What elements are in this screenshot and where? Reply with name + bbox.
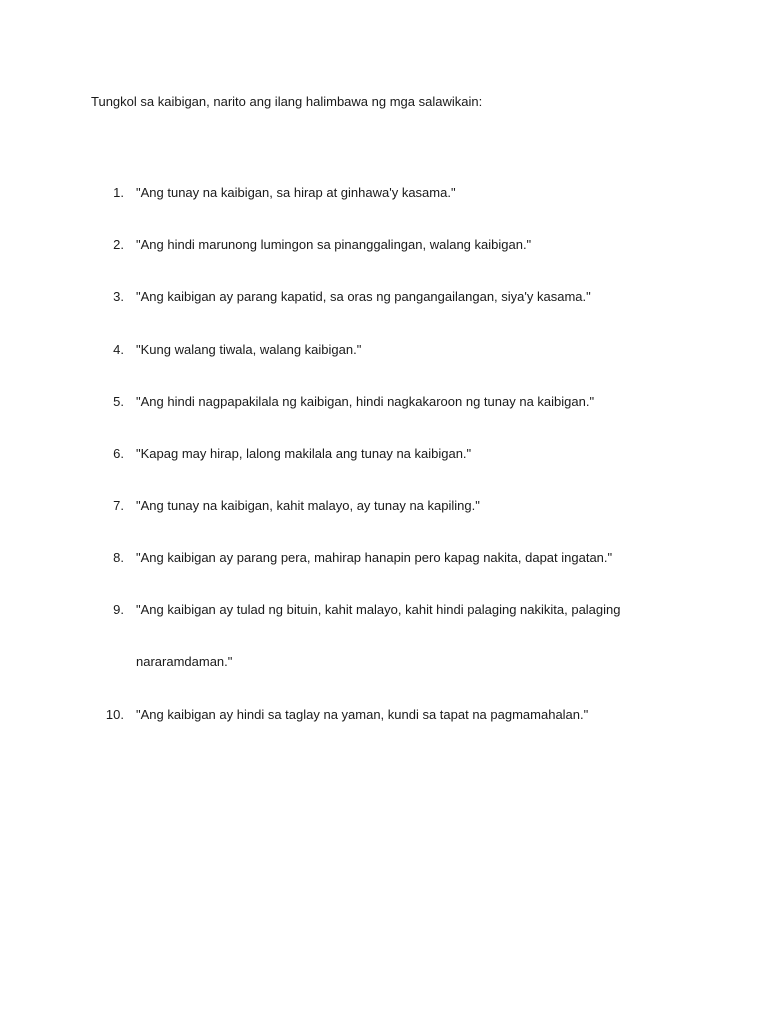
list-item-line: "Ang hindi nagpapakilala ng kaibigan, hindi nagkakaroon ng tunay na kaibigan."	[136, 394, 595, 409]
list-item-number: 9.	[113, 602, 124, 617]
list-item-number: 6.	[113, 446, 124, 461]
list-item-line: "Ang kaibigan ay hindi sa taglay na yaman, kundi sa tapat na pagmamahalan."	[136, 707, 589, 722]
list-item-text	[136, 549, 636, 567]
list-item-number: 5.	[113, 394, 124, 409]
list-item-line: nararamdaman."	[136, 654, 233, 669]
list-item-line: "Ang kaibigan ay tulad ng bituin, kahit malayo, kahit hindi palaging nakikita, palaging	[136, 602, 621, 617]
intro-text: Tungkol sa kaibigan, narito ang ilang halimbawa ng mga salawikain:	[91, 94, 483, 109]
list-item-line: "Ang hindi marunong lumingon sa pinanggalingan, walang kaibigan."	[136, 237, 532, 252]
list-item-line: "Ang tunay na kaibigan, sa hirap at ginhawa'y kasama."	[136, 185, 456, 200]
list-item-line: "Ang kaibigan ay parang kapatid, sa oras ng pangangailangan, siya'y kasama."	[136, 289, 591, 304]
list-item-number: 3.	[113, 289, 124, 304]
list-item-text	[136, 341, 636, 359]
list-item-line: "Kung walang tiwala, walang kaibigan."	[136, 342, 362, 357]
list-item-line: "Ang tunay na kaibigan, kahit malayo, ay tunay na kapiling."	[136, 498, 480, 513]
list-item-text	[136, 393, 636, 411]
list-item-text	[136, 497, 636, 515]
list-item-number: 10.	[105, 707, 124, 722]
list-item-number: 2.	[113, 237, 124, 252]
list-item-text	[136, 706, 636, 724]
list-item-text	[136, 601, 636, 671]
list-item-text	[136, 445, 636, 463]
list-item-number: 4.	[113, 342, 124, 357]
list-item-number: 8.	[113, 550, 124, 565]
list-item-line: "Kapag may hirap, lalong makilala ang tunay na kaibigan."	[136, 446, 472, 461]
list-item-number: 7.	[113, 498, 124, 513]
list-item-text	[136, 184, 636, 202]
list-item-line: "Ang kaibigan ay parang pera, mahirap hanapin pero kapag nakita, dapat ingatan."	[136, 550, 613, 565]
list-item-text	[136, 288, 636, 306]
list-item-number: 1.	[113, 185, 124, 200]
list-item-text	[136, 236, 636, 254]
